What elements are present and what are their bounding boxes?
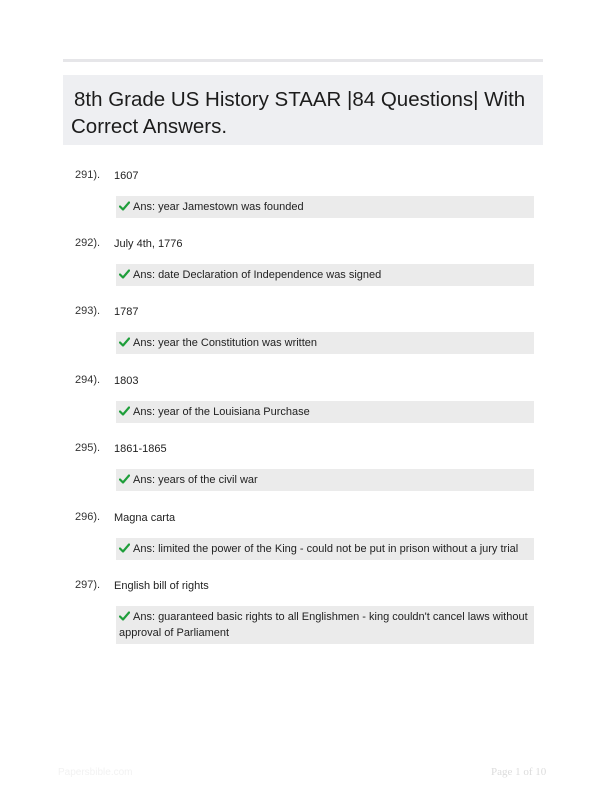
checkmark-icon [119, 474, 130, 484]
question-prompt: 1803 [114, 375, 139, 387]
answer-text: Ans: guaranteed basic rights to all Englishmen - king couldn't cancel laws without approval of Parliament [119, 611, 528, 639]
answer-text: Ans: year the Constitution was written [133, 337, 318, 349]
question-prompt: Magna carta [114, 512, 176, 524]
question-prompt: July 4th, 1776 [114, 238, 183, 250]
checkmark-icon [119, 269, 130, 279]
question-item [75, 169, 535, 213]
question-prompt: English bill of rights [114, 580, 209, 592]
question-number: 293). [75, 305, 101, 317]
footer-watermark: Papersbible.com [58, 767, 133, 778]
answer-text: Ans: date Declaration of Independence was signed [133, 269, 382, 281]
question-number: 292). [75, 237, 101, 249]
checkmark-icon [119, 543, 130, 553]
question-number: 296). [75, 511, 101, 523]
checkmark-icon [119, 201, 130, 211]
page-indicator: Page 1 of 10 [491, 766, 547, 778]
answer-box [116, 469, 534, 491]
answer-box [116, 538, 534, 560]
answer-text: Ans: years of the civil war [133, 474, 258, 486]
answer-box [116, 606, 534, 644]
question-item [75, 374, 535, 418]
top-divider [63, 59, 543, 62]
question-number: 294). [75, 374, 101, 386]
question-item [75, 305, 535, 349]
answer-box [116, 401, 534, 423]
question-number: 295). [75, 442, 101, 454]
question-number: 297). [75, 579, 101, 591]
question-prompt: 1787 [114, 306, 139, 318]
question-item [75, 442, 535, 486]
question-item [75, 579, 535, 639]
answer-box [116, 264, 534, 286]
answer-text: Ans: limited the power of the King - could not be put in prison without a jury trial [133, 543, 519, 555]
checkmark-icon [119, 611, 130, 621]
question-number: 291). [75, 169, 101, 181]
question-prompt: 1607 [114, 170, 139, 182]
answer-box [116, 196, 534, 218]
question-prompt: 1861-1865 [114, 443, 167, 455]
checkmark-icon [119, 337, 130, 347]
question-item [75, 511, 535, 555]
answer-text: Ans: year Jamestown was founded [133, 201, 304, 213]
answer-text: Ans: year of the Louisiana Purchase [133, 406, 310, 418]
document-title: 8th Grade US History STAAR |84 Questions| With Correct Answers. [71, 88, 526, 138]
checkmark-icon [119, 406, 130, 416]
title-banner [63, 75, 543, 145]
question-item [75, 237, 535, 281]
answer-box [116, 332, 534, 354]
